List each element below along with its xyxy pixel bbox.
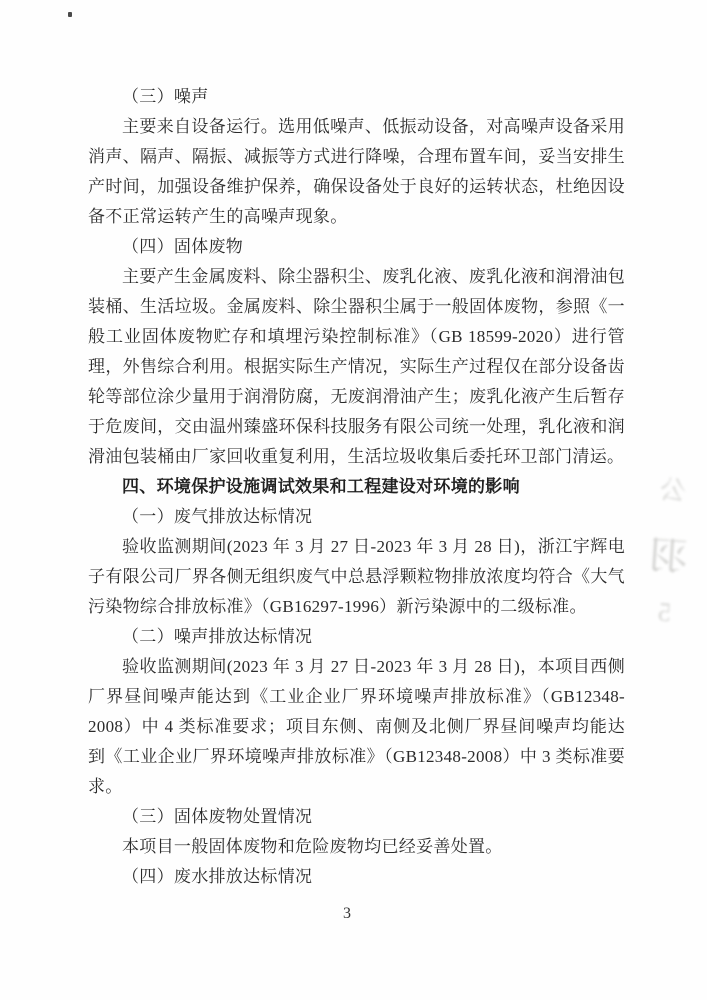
page-number: 3 <box>343 905 351 922</box>
page-body-text <box>88 82 625 892</box>
bleedthrough-mark: 羽 <box>648 534 689 580</box>
paragraph: 验收监测期间(2023 年 3 月 27 日-2023 年 3 月 28 日)，浙江宇辉电子有限公司厂界各侧无组织废气中总悬浮颗粒物排放浓度均符合《大气污染物综合排放标准》（GB16297-1996）新污染源中的二级标准。 <box>88 537 625 616</box>
paragraph: 主要来自设备运行。选用低噪声、低振动设备，对高噪声设备采用消声、隔声、隔振、减振等方式进行降噪，合理布置车间，妥当安排生产时间，加强设备维护保养，确保设备处于良好的运转状态，杜绝因设备不正常运转产生的高噪声现象。 <box>88 117 625 226</box>
section-heading: （三）噪声 <box>122 87 209 106</box>
paragraph: 本项目一般固体废物和危险废物均已经妥善处置。 <box>122 837 503 856</box>
section-heading: （二）噪声排放达标情况 <box>122 627 313 646</box>
chapter-heading: 四、环境保护设施调试效果和工程建设对环境的影响 <box>122 477 520 496</box>
section-heading: （一）废气排放达标情况 <box>122 507 313 526</box>
bleedthrough-mark: 公 <box>659 475 688 507</box>
scan-artifact-speck <box>68 12 72 17</box>
section-heading: （四）废水排放达标情况 <box>122 867 313 886</box>
paragraph: 主要产生金属废料、除尘器积尘、废乳化液、废乳化液和润滑油包装桶、生活垃圾。金属废料、除尘器积尘属于一般固体废物，参照《一般工业固体废物贮存和填埋污染控制标准》（GB 18599-2020）进行管理，外售综合利用。根据实际生产情况，实际生产过程仅在部分设备齿轮等部位涂少量用于润滑防腐，无废润滑油产生；废乳化液产生后暂存于危废间，交由温州臻盛环保科技服务有限公司统一处理，乳化液和润滑油包装桶由厂家回收重复利用，生活垃圾收集后委托环卫部门清运。 <box>88 267 625 466</box>
paragraph: 验收监测期间(2023 年 3 月 27 日-2023 年 3 月 28 日)，本项目西侧厂界昼间噪声能达到《工业企业厂界环境噪声排放标准》（GB12348-2008）中 4 类标准要求；项目东侧、南侧及北侧厂界昼间噪声均能达到《工业企业厂界环境噪声排放标准》（GB12348-2008）中 3 类标准要求。 <box>88 657 625 796</box>
ink-bleedthrough-marks <box>640 469 699 630</box>
section-heading: （三）固体废物处置情况 <box>122 807 313 826</box>
section-heading: （四）固体废物 <box>122 237 244 256</box>
bleedthrough-mark: 5 <box>657 597 673 628</box>
